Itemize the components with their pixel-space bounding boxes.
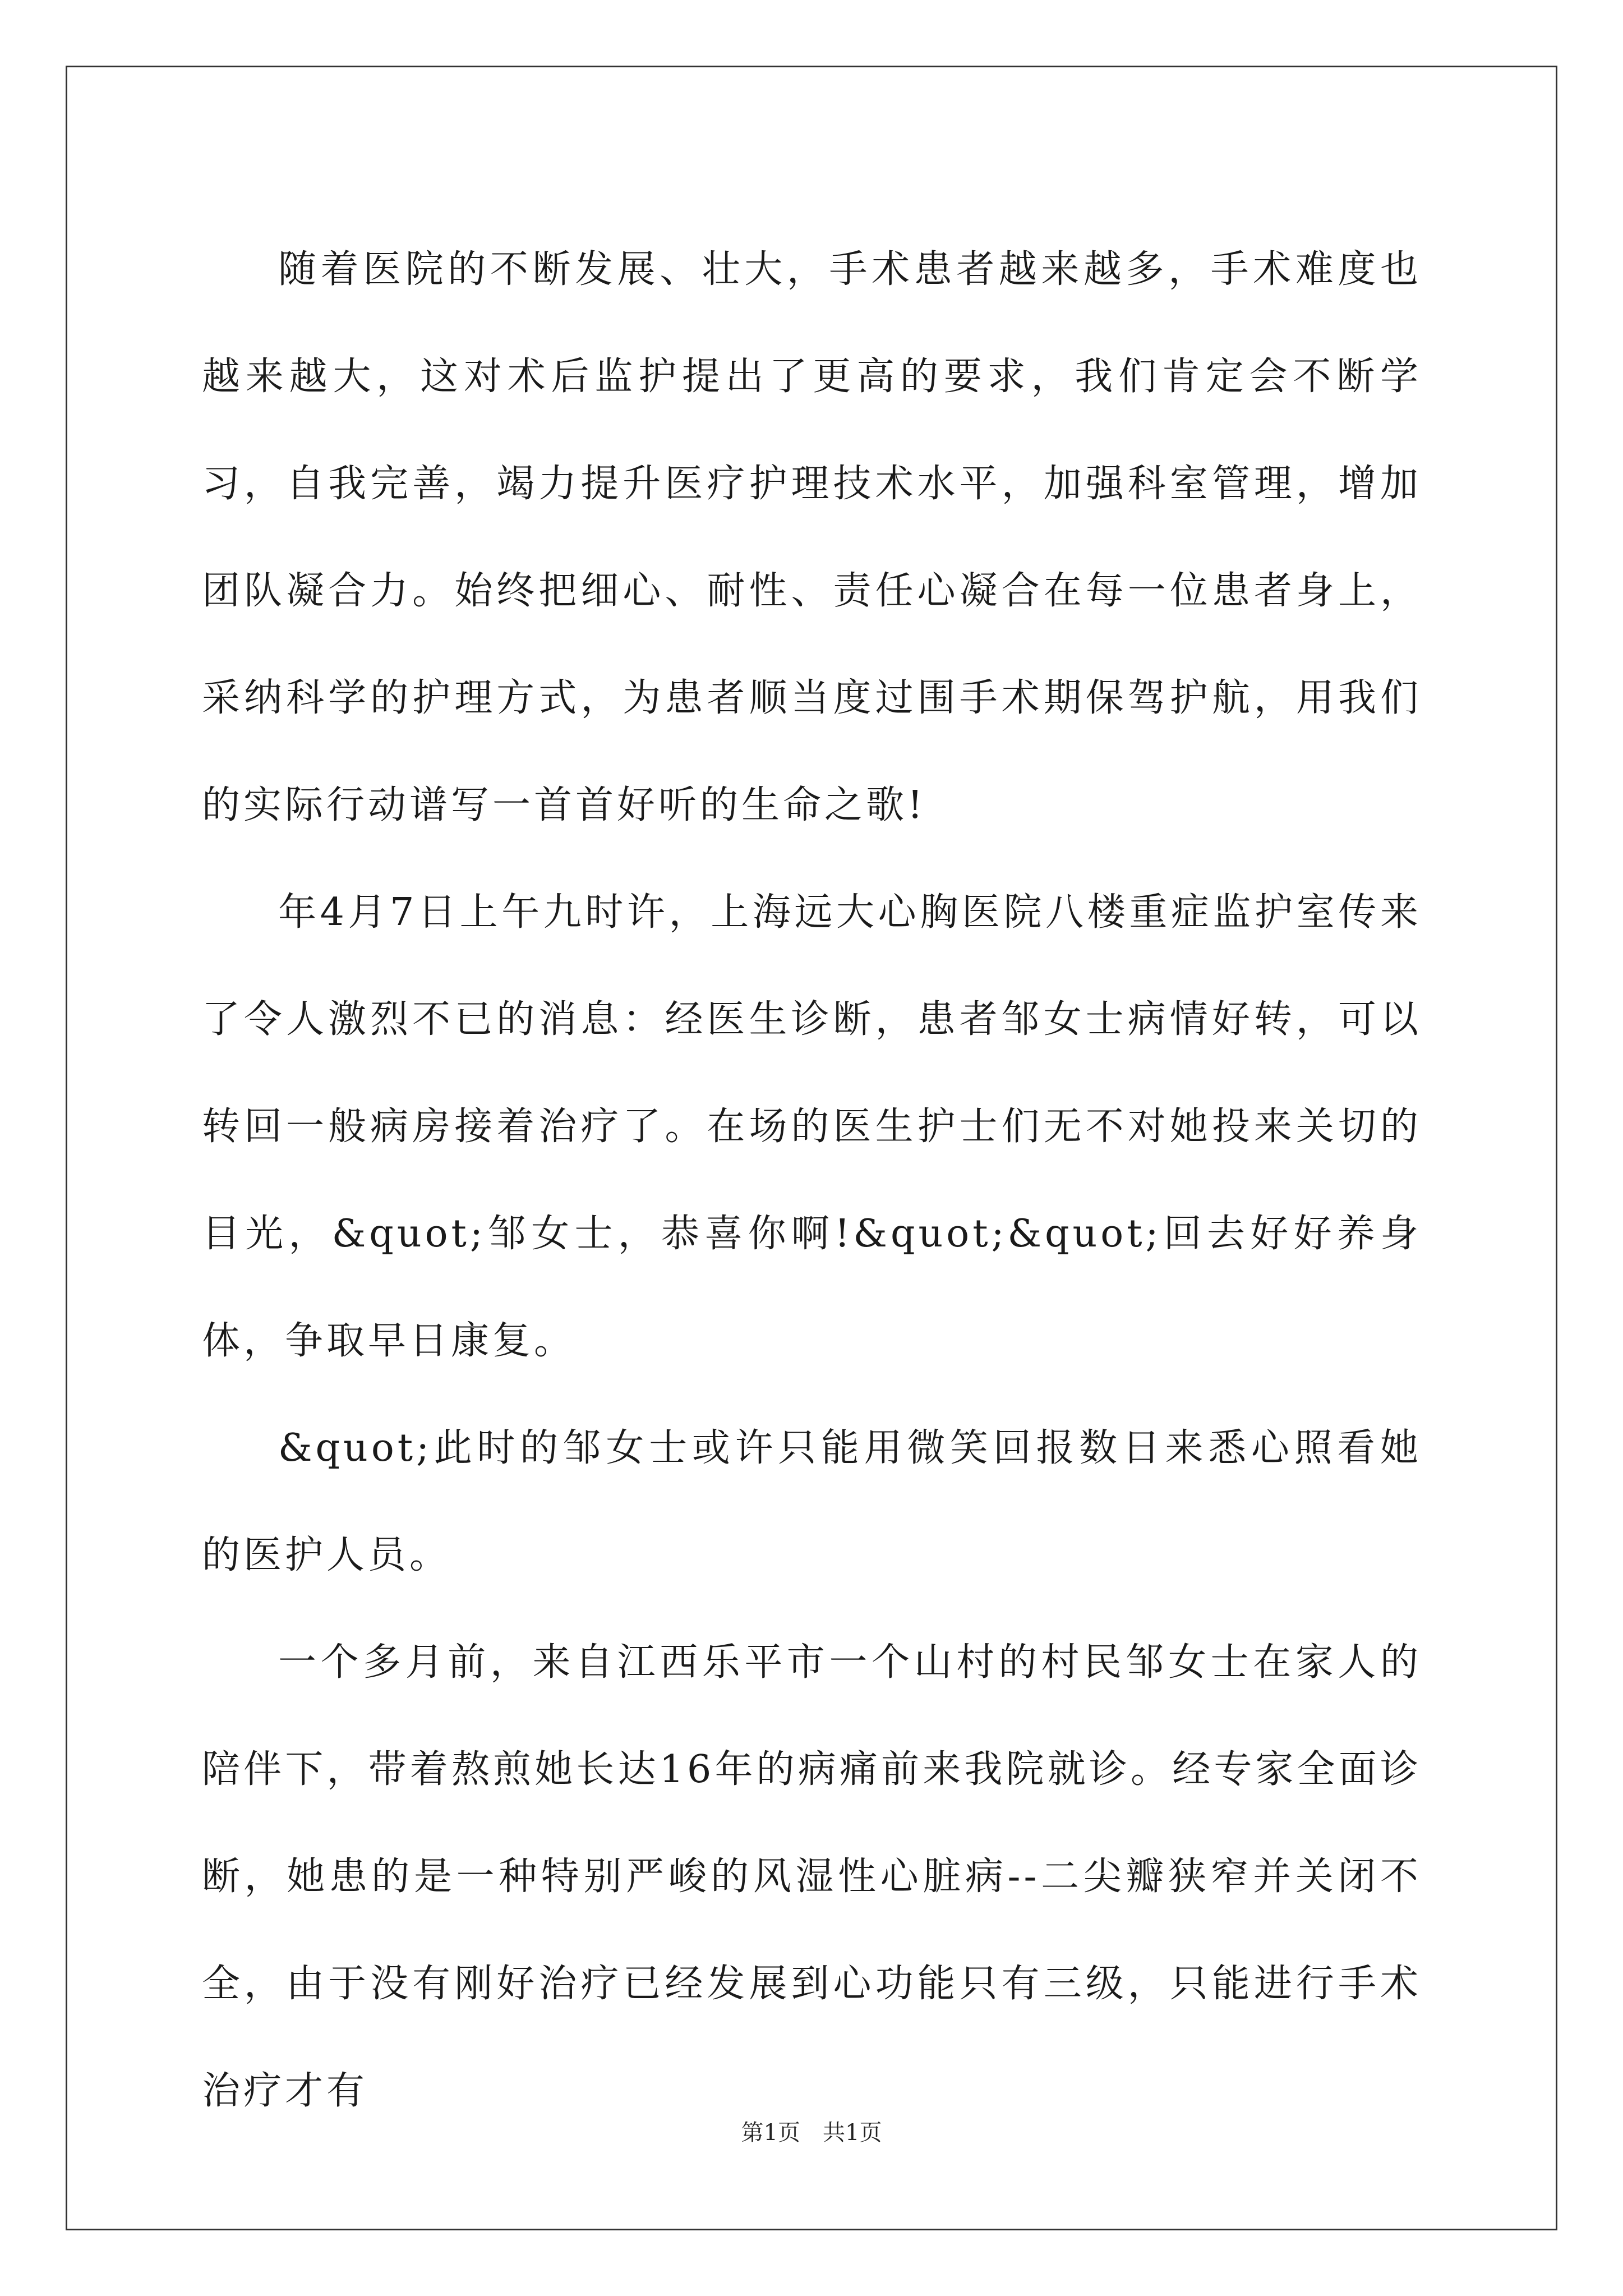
paragraph-4: 一个多月前，来自江西乐平市一个山村的村民邹女士在家人的陪伴下，带着熬煎她长达16年的病痛前来我院就诊。经专家全面诊断，她患的是一种特别严峻的风湿性心脏病--二尖瓣狭窄并关闭不全，由于没有刚好治疗已经发展到心功能只有三级，只能进行手术治疗才有 — [202, 1640, 1422, 2113]
paragraph-1: 随着医院的不断发展、壮大，手术患者越来越多，手术难度也越来越大，这对术后监护提出了更高的要求，我们肯定会不断学习，自我完善，竭力提升医疗护理技术水平，加强科室管理，增加团队凝合力。始终把细心、耐性、责任心凝合在每一位患者身上，采纳科学的护理方式，为患者顺当度过围手术期保驾护航，用我们的实际行动谱写一首首好听的生命之歌! — [202, 247, 1422, 827]
document-body — [202, 216, 1422, 2145]
page-footer — [0, 2116, 1623, 2150]
page-number: 第1页 共1页 — [741, 2120, 882, 2146]
paragraph-2: 年4月7日上午九时许，上海远大心胸医院八楼重症监护室传来了令人激烈不已的消息：经医生诊断，患者邹女士病情好转，可以转回一般病房接着治疗了。在场的医生护士们无不对她投来关切的目光，&quot;邹女士，恭喜你啊!&quot;&quot;回去好好养身体，争取早日康复。 — [202, 890, 1422, 1363]
paragraph-3: &quot;此时的邹女士或许只能用微笑回报数日来悉心照看她的医护人员。 — [202, 1426, 1422, 1577]
